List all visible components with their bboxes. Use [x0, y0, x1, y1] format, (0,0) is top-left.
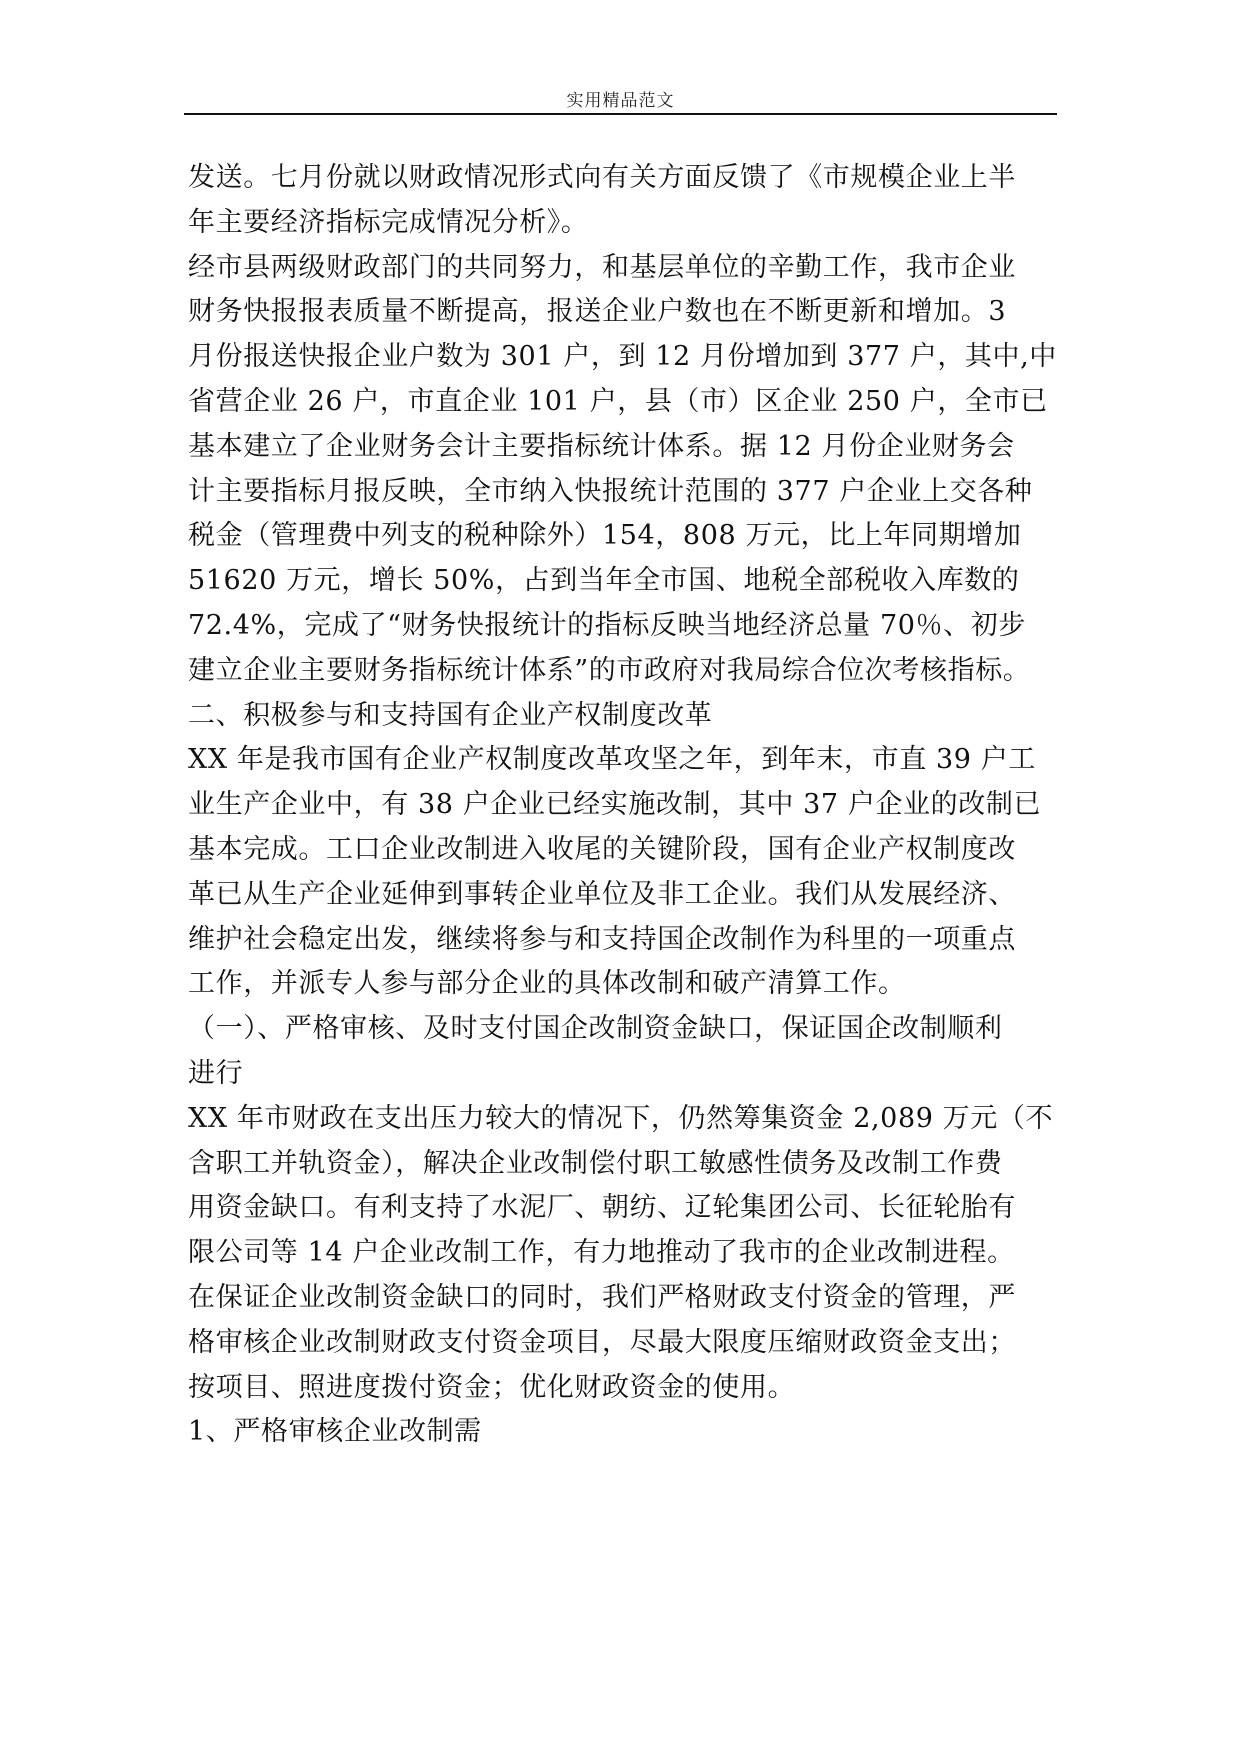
text-line: 建立企业主要财务指标统计体系”的市政府对我局综合位次考核指标。 [188, 654, 1031, 686]
text-line: 革已从生产企业延伸到事转企业单位及非工企业。我们从发展经济、 [188, 878, 1016, 910]
section-heading: 二、积极参与和支持国有企业产权制度改革 [188, 699, 713, 731]
subsection-heading: （一）、严格审核、及时支付国企改制资金缺口，保证国企改制顺利 [188, 1013, 1003, 1045]
text-line: 在保证企业改制资金缺口的同时，我们严格财政支付资金的管理，严 [188, 1281, 1016, 1313]
text-line: 用资金缺口。有利支持了水泥厂、朝纺、辽轮集团公司、长征轮胎有 [188, 1192, 1016, 1224]
text-line: 工作，并派专人参与部分企业的具体改制和破产清算工作。 [188, 968, 906, 1000]
text-line: 业生产企业中，有 38 户企业已经实施改制，其中 37 户企业的改制已 [188, 789, 1042, 821]
text-line: 财务快报报表质量不断提高，报送企业户数也在不断更新和增加。3 [188, 296, 1007, 328]
subsection-heading: 进行 [188, 1057, 244, 1089]
text-line: 基本建立了企业财务会计主要指标统计体系。据 12 月份企业财务会 [188, 430, 1015, 462]
text-line: 限公司等 14 户企业改制工作，有力地推动了我市的企业改制进程。 [188, 1237, 1015, 1269]
text-line: 经市县两级财政部门的共同努力，和基层单位的辛勤工作，我市企业 [188, 251, 1016, 283]
text-line: 基本完成。工口企业改制进入收尾的关键阶段，国有企业产权制度改 [188, 833, 1016, 865]
text-line: 月份报送快报企业户数为 301 户，到 12 月份增加到 377 户，其中,中 [188, 341, 1057, 373]
text-line: 发送。七月份就以财政情况形式向有关方面反馈了《市规模企业上半 [188, 162, 1016, 193]
text-line: 年主要经济指标完成情况分析》。 [188, 206, 589, 238]
text-line: XX 年是我市国有企业产权制度改革攻坚之年，到年末，市直 39 户工 [188, 744, 1036, 776]
text-line: 72.4%，完成了“财务快报统计的指标反映当地经济总量 70％、初步 [188, 609, 1026, 641]
text-line: 省营企业 26 户，市直企业 101 户，县（市）区企业 250 户，全市已 [188, 385, 1048, 417]
text-line: 51620 万元，增长 50%，占到当年全市国、地税全部税收入库数的 [188, 565, 1020, 597]
list-item-heading: 1、严格审核企业改制需 [188, 1416, 482, 1448]
text-line: XX 年市财政在支出压力较大的情况下，仍然筹集资金 2,089 万元（不 [188, 1102, 1054, 1134]
text-line: 按项目、照进度拨付资金；优化财政资金的使用。 [188, 1371, 796, 1403]
text-line: 格审核企业改制财政支付资金项目，尽最大限度压缩财政资金支出； [188, 1326, 1016, 1358]
page-header: 实用精品范文 [566, 91, 675, 111]
text-line: 税金（管理费中列支的税种除外）154，808 万元，比上年同期增加 [188, 520, 1022, 552]
text-line: 维护社会稳定出发，继续将参与和支持国企改制作为科里的一项重点 [188, 923, 1016, 955]
text-line: 计主要指标月报反映，全市纳入快报统计范围的 377 户企业上交各种 [188, 475, 1033, 507]
document-body [188, 156, 1068, 1455]
header-divider [184, 113, 1057, 115]
text-line: 含职工并轨资金），解决企业改制偿付职工敏感性债务及改制工作费 [188, 1147, 1003, 1179]
